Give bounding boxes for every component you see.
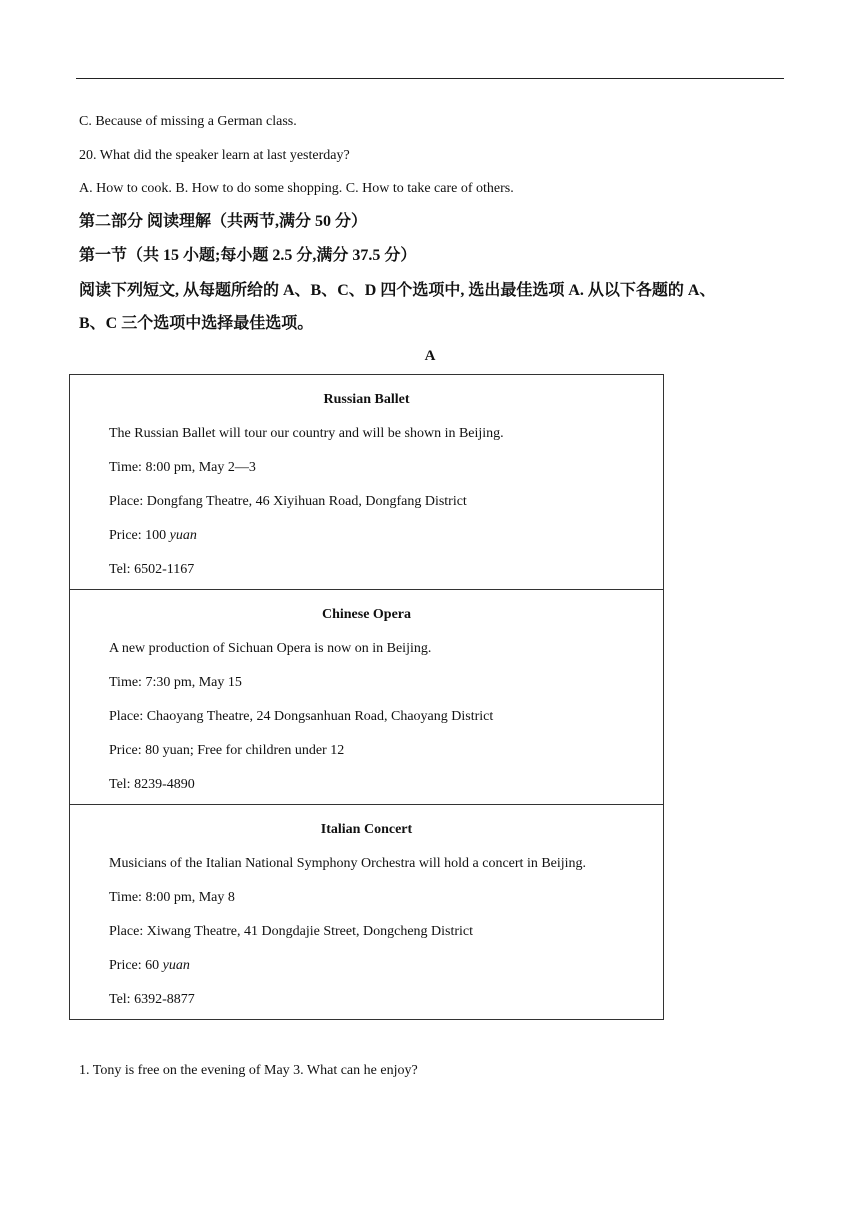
event-time: Time: 8:00 pm, May 2—3 (109, 460, 256, 475)
question-20: 20. What did the speaker learn at last yesterday? (79, 148, 350, 163)
part-2-heading: 第二部分 阅读理解（共两节,满分 50 分） (79, 213, 368, 230)
option-c-line: C. Because of missing a German class. (79, 114, 297, 129)
instruction-line-1: 阅读下列短文, 从每题所给的 A、B、C、D 四个选项中, 选出最佳选项 A. 从以下各题的 A、 (79, 282, 716, 299)
price-unit: yuan (162, 958, 190, 973)
event-tel: Tel: 6502-1167 (109, 562, 195, 577)
event-cell-russian-ballet (70, 375, 663, 589)
event-title: Italian Concert (320, 822, 413, 837)
event-description: The Russian Ballet will tour our country and will be shown in Beijing. (109, 426, 504, 441)
event-description: A new production of Sichuan Opera is now on in Beijing. (109, 641, 432, 656)
price-unit: yuan (169, 528, 197, 543)
price-text: Price: 60 (109, 958, 163, 973)
price-text: Price: 100 (109, 528, 170, 543)
event-place: Place: Chaoyang Theatre, 24 Dongsanhuan Road, Chaoyang District (109, 709, 494, 724)
event-price (70, 526, 663, 546)
event-title: Chinese Opera (321, 607, 412, 622)
event-tel: Tel: 6392-8877 (109, 992, 195, 1007)
event-time: Time: 8:00 pm, May 8 (109, 890, 235, 905)
question-20-options: A. How to cook. B. How to do some shopping. C. How to take care of others. (79, 181, 514, 196)
instruction-line-2: B、C 三个选项中选择最佳选项。 (79, 315, 314, 332)
events-table (69, 374, 664, 1020)
event-price (70, 956, 663, 976)
event-time: Time: 7:30 pm, May 15 (109, 675, 242, 690)
event-cell-chinese-opera (70, 589, 663, 804)
price-text: Price: 80 yuan; Free for children under 12 (109, 743, 345, 758)
event-place: Place: Xiwang Theatre, 41 Dongdajie Street, Dongcheng District (109, 924, 474, 939)
section-1-heading: 第一节（共 15 小题;每小题 2.5 分,满分 37.5 分） (79, 247, 417, 264)
question-1: 1. Tony is free on the evening of May 3. What can he enjoy? (79, 1063, 418, 1078)
event-tel: Tel: 8239-4890 (109, 777, 195, 792)
event-cell-italian-concert (70, 804, 663, 1019)
event-title: Russian Ballet (323, 392, 410, 407)
event-price (70, 741, 663, 761)
event-place: Place: Dongfang Theatre, 46 Xiyihuan Road, Dongfang District (109, 494, 467, 509)
event-description: Musicians of the Italian National Symphony Orchestra will hold a concert in Beijing. (109, 856, 587, 871)
header-rule (76, 78, 784, 79)
passage-label: A (424, 348, 436, 364)
